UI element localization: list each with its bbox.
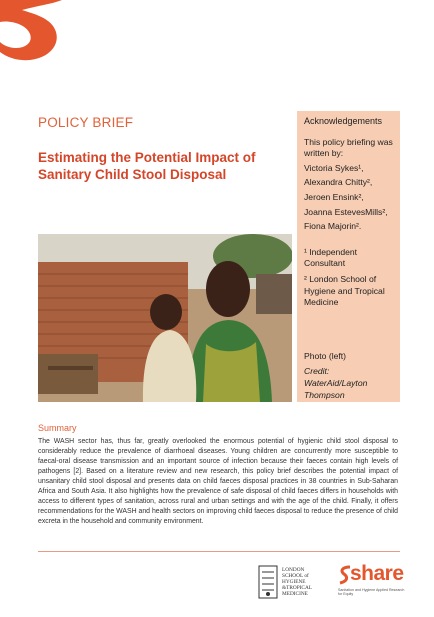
footer-divider: [38, 551, 400, 552]
share-logo: [338, 562, 408, 602]
title-line-2: Sanitary Child Stool Disposal: [38, 167, 227, 182]
summary-paragraph: The WASH sector has, thus far, greatly overlooked the enormous potential of hygienic child stool disposal to considerably reduce the prevalence of diarrhoeal diseases. Young children are concurrently more susceptible to faecal-oral disease transmission and an important source of infection because their faeces contain high levels of pathogens [2]. Based on a literature review and new research, this policy brief describes the potential impact of unsanitary child stool disposal and presents data on child faeces disposal practices in 38 countries in Sub-Saharan Africa and South Asia. It also highlights how the prevalence of safe disposal of child faeces differs in households with access to different types of sanitation, across rural and urban settings and with the age of the child. Finally, it offers recommendations for the WASH and health sectors on improving child faeces disposal to reduce the presence of child excreta in the household and community environment.: [38, 438, 398, 525]
lshtm-line: SCHOOL of: [282, 573, 309, 579]
author-name: Fiona Majorin².: [304, 221, 362, 232]
acknowledgements-heading: Acknowledgements: [304, 116, 383, 126]
lshtm-line: MEDICINE: [282, 591, 308, 597]
share-tagline: Sanitation and Hygiene Applied Research for Equity: [338, 588, 405, 597]
affiliation-1: ¹ Independent Consultant: [304, 246, 358, 269]
author-name: Joanna EstevesMills²,: [304, 206, 388, 217]
author-name: Jeroen Ensink²,: [304, 191, 364, 202]
lshtm-line: &TROPICAL: [282, 585, 313, 591]
share-wordmark: share: [350, 562, 404, 585]
lshtm-wordmark: [282, 567, 312, 597]
summary-heading: Summary: [38, 423, 77, 433]
title-line-1: Estimating the Potential Impact of: [38, 150, 256, 165]
affiliation-2: ² London School of Hygiene and Tropical Medicine: [304, 273, 385, 308]
photo-credit: Credit: WaterAid/Layton Thompson: [304, 366, 368, 400]
lshtm-line: HYGIENE: [282, 579, 306, 585]
photo-label: Photo (left): [304, 350, 347, 361]
lshtm-line: LONDON: [282, 567, 305, 573]
lshtm-crest-icon: [257, 564, 279, 600]
acknowledgements-panel: [297, 111, 400, 402]
policy-brief-label: POLICY BRIEF: [38, 115, 134, 130]
author-name: Alexandra Chitty²,: [304, 177, 373, 188]
acknowledgements-intro: This policy briefing was written by:: [304, 136, 393, 159]
cover-photo: [38, 234, 292, 402]
lshtm-logo: [257, 562, 332, 602]
document-title: [38, 149, 273, 183]
share-swoosh-logo: [0, 0, 62, 62]
author-name: Victoria Sykes¹,: [304, 162, 364, 173]
